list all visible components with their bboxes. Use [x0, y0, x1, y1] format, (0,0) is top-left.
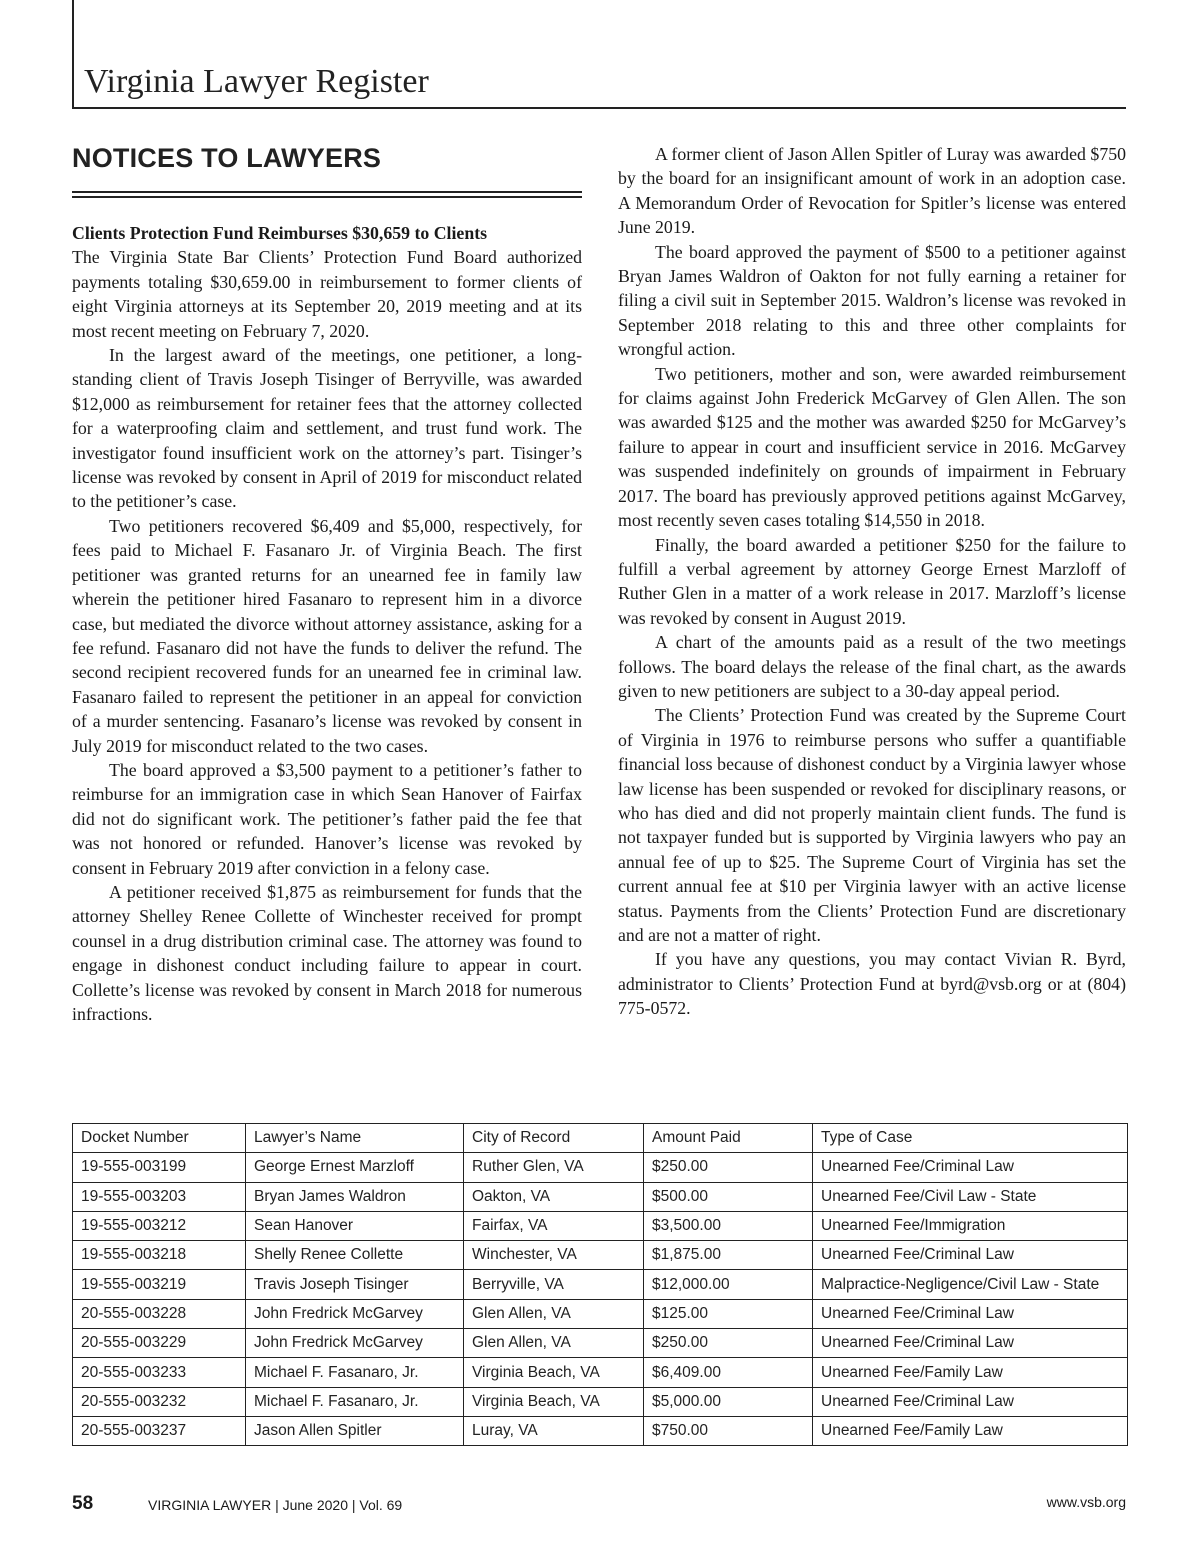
payments-table-body	[73, 1124, 1128, 1446]
table-header-cell: Amount Paid	[644, 1124, 813, 1153]
table-cell: Glen Allen, VA	[464, 1299, 644, 1328]
table-cell: John Fredrick McGarvey	[246, 1299, 464, 1328]
table-cell: 19-555-003219	[73, 1270, 246, 1299]
section-rule-bottom	[72, 196, 582, 198]
table-row	[73, 1211, 1128, 1240]
table-cell: Unearned Fee/Criminal Law	[813, 1387, 1128, 1416]
article-paragraph: The Clients’ Protection Fund was created by the Supreme Court of Virginia in 1976 to reimburse persons who suffer a quantifiable financial loss because of dishonest conduct by a Virginia lawyer whose law license has been suspended or revoked for disciplinary reasons, or who has died and did not properly maintain client funds. The fund is not taxpayer funded but is supported by Virginia lawyers who pay an annual fee of up to $25. The Supreme Court of Virginia has set the current annual fee at $10 per Virginia lawyer with an active license status. Payments from the Clients’ Protection Fund are discretionary and are not a matter of right.	[618, 705, 1126, 945]
table-cell: Malpractice-Negligence/Civil Law - State	[813, 1270, 1128, 1299]
table-header-cell: Lawyer’s Name	[246, 1124, 464, 1153]
article-left-column	[72, 221, 582, 1026]
table-cell: Unearned Fee/Civil Law - State	[813, 1182, 1128, 1211]
table-cell: 19-555-003203	[73, 1182, 246, 1211]
table-row	[73, 1153, 1128, 1182]
table-cell: 20-555-003237	[73, 1416, 246, 1445]
article-paragraph: A former client of Jason Allen Spitler of Luray was awarded $750 by the board for an insignificant amount of work in an adoption case. A Memorandum Order of Revocation for Spitler’s license was entered June 2019.	[618, 144, 1126, 238]
table-header-cell: Docket Number	[73, 1124, 246, 1153]
article-paragraph: A chart of the amounts paid as a result of the two meetings follows. The board delays the release of the final chart, as the awards given to new petitioners are subject to a 30-day appeal period.	[618, 632, 1126, 701]
table-cell: 20-555-003228	[73, 1299, 246, 1328]
site-url: www.vsb.org	[1046, 1494, 1126, 1510]
table-cell: Unearned Fee/Immigration	[813, 1211, 1128, 1240]
article-paragraph: Two petitioners, mother and son, were awarded reimbursement for claims against John Frederick McGarvey of Glen Allen. The son was awarded $125 and the mother was awarded $250 for McGarvey’s failure to appear in court and insufficient service in 2016. McGarvey was suspended indefinitely on grounds of impairment in February 2017. The board has previously approved petitions against McGarvey, most recently seven cases totaling $14,550 in 2018.	[618, 363, 1126, 531]
table-cell: Shelly Renee Collette	[246, 1241, 464, 1270]
table-cell: Travis Joseph Tisinger	[246, 1270, 464, 1299]
table-cell: Fairfax, VA	[464, 1211, 644, 1240]
table-cell: Oakton, VA	[464, 1182, 644, 1211]
table-cell: $12,000.00	[644, 1270, 813, 1299]
table-cell: George Ernest Marzloff	[246, 1153, 464, 1182]
table-cell: John Fredrick McGarvey	[246, 1329, 464, 1358]
page-number: 58	[72, 1493, 94, 1514]
table-row	[73, 1329, 1128, 1358]
table-cell: Jason Allen Spitler	[246, 1416, 464, 1445]
table-cell: Ruther Glen, VA	[464, 1153, 644, 1182]
article-paragraph: The Virginia State Bar Clients’ Protection Fund Board authorized payments totaling $30,659.00 in reimbursement to former clients of eight Virginia attorneys at its September 20, 2019 meeting and at its most recent meeting on February 7, 2020.	[72, 247, 582, 341]
table-cell: 20-555-003232	[73, 1387, 246, 1416]
table-cell: $125.00	[644, 1299, 813, 1328]
section-title: NOTICES TO LAWYERS	[72, 143, 382, 173]
table-row	[73, 1358, 1128, 1387]
article-paragraph: The board approved the payment of $500 to a petitioner against Bryan James Waldron of Oakton for not fully earning a retainer for filing a civil suit in September 2015. Waldron’s license was revoked in September 2018 relating to this and three other complaints for wrongful action.	[618, 241, 1126, 360]
table-cell: Unearned Fee/Family Law	[813, 1416, 1128, 1445]
table-cell: Bryan James Waldron	[246, 1182, 464, 1211]
table-header-cell: Type of Case	[813, 1124, 1128, 1153]
table-header-row	[73, 1124, 1128, 1153]
table-cell: Michael F. Fasanaro, Jr.	[246, 1387, 464, 1416]
table-cell: Sean Hanover	[246, 1211, 464, 1240]
table-row	[73, 1182, 1128, 1211]
article-right-column	[618, 142, 1126, 1021]
table-cell: Winchester, VA	[464, 1241, 644, 1270]
table-cell: $750.00	[644, 1416, 813, 1445]
table-cell: Luray, VA	[464, 1416, 644, 1445]
table-cell: Unearned Fee/Criminal Law	[813, 1299, 1128, 1328]
section-rule-top	[72, 191, 582, 193]
table-row	[73, 1241, 1128, 1270]
table-cell: Unearned Fee/Criminal Law	[813, 1153, 1128, 1182]
table-cell: Michael F. Fasanaro, Jr.	[246, 1358, 464, 1387]
table-row	[73, 1387, 1128, 1416]
table-cell: $5,000.00	[644, 1387, 813, 1416]
table-cell: 19-555-003218	[73, 1241, 246, 1270]
payments-table-container	[72, 1123, 1127, 1446]
table-cell: $250.00	[644, 1329, 813, 1358]
table-header-cell: City of Record	[464, 1124, 644, 1153]
table-cell: 19-555-003212	[73, 1211, 246, 1240]
article-paragraph: The board approved a $3,500 payment to a petitioner’s father to reimburse for an immigration case in which Sean Hanover of Fairfax did not do significant work. The petitioner’s father paid the fee that was not honored or refunded. Hanover’s license was revoked by consent in February 2019 after conviction in a felony case.	[72, 759, 582, 878]
table-cell: Virginia Beach, VA	[464, 1358, 644, 1387]
article-paragraph: If you have any questions, you may contact Vivian R. Byrd, administrator to Clients’ Protection Fund at byrd@vsb.org or at (804) 775-0572.	[618, 949, 1126, 1019]
article-heading: Clients Protection Fund Reimburses $30,659 to Clients	[72, 223, 488, 243]
header-horizontal-rule	[72, 107, 1126, 109]
article-paragraph: In the largest award of the meetings, one petitioner, a long-standing client of Travis Joseph Tisinger of Berryville, was awarded $12,000 as reimbursement for retainer fees that the attorney collected for a waterproofing claim and settlement, and trust fund work. The investigator found insufficient work on the attorney’s part. Tisinger’s license was revoked by consent in April of 2019 for misconduct related to the petitioner’s case.	[72, 345, 582, 512]
article-paragraph: Finally, the board awarded a petitioner $250 for the failure to fulfill a verbal agreement by attorney George Ernest Marzloff of Ruther Glen in a matter of a work release in 2017. Marzloff’s license was revoked by consent in August 2019.	[618, 534, 1126, 628]
table-cell: Glen Allen, VA	[464, 1329, 644, 1358]
table-cell: 19-555-003199	[73, 1153, 246, 1182]
table-cell: $3,500.00	[644, 1211, 813, 1240]
table-cell: Unearned Fee/Criminal Law	[813, 1329, 1128, 1358]
table-row	[73, 1299, 1128, 1328]
header-vertical-rule	[72, 0, 74, 108]
table-cell: Unearned Fee/Criminal Law	[813, 1241, 1128, 1270]
table-row	[73, 1416, 1128, 1445]
publication-title: Virginia Lawyer Register	[84, 63, 429, 100]
issue-info: VIRGINIA LAWYER | June 2020 | Vol. 69	[148, 1497, 403, 1513]
article-paragraph: A petitioner received $1,875 as reimbursement for funds that the attorney Shelley Renee Collette of Winchester received for prompt counsel in a drug distribution criminal case. The attorney was found to engage in dishonest conduct including failure to appear in court. Collette’s license was revoked by consent in March 2018 for numerous infractions.	[72, 881, 582, 1024]
table-cell: $6,409.00	[644, 1358, 813, 1387]
table-cell: $250.00	[644, 1153, 813, 1182]
table-row	[73, 1270, 1128, 1299]
table-cell: $500.00	[644, 1182, 813, 1211]
table-cell: Unearned Fee/Family Law	[813, 1358, 1128, 1387]
table-cell: $1,875.00	[644, 1241, 813, 1270]
table-cell: Berryville, VA	[464, 1270, 644, 1299]
table-cell: Virginia Beach, VA	[464, 1387, 644, 1416]
article-paragraph: Two petitioners recovered $6,409 and $5,000, respectively, for fees paid to Michael F. Fasanaro Jr. of Virginia Beach. The first petitioner was granted returns for an unearned fee in family law wherein the petitioner hired Fasanaro to represent him in a divorce case, but mediated the divorce without attorney assistance, asking for a fee refund. Fasanaro did not have the funds to deliver the refund. The second recipient recovered funds for an unearned fee in criminal law. Fasanaro failed to represent the petitioner in an appeal for conviction of a murder sentencing. Fasanaro’s license was revoked by consent in July 2019 for misconduct related to the two cases.	[72, 515, 582, 756]
table-cell: 20-555-003229	[73, 1329, 246, 1358]
table-cell: 20-555-003233	[73, 1358, 246, 1387]
payments-table	[72, 1123, 1128, 1446]
